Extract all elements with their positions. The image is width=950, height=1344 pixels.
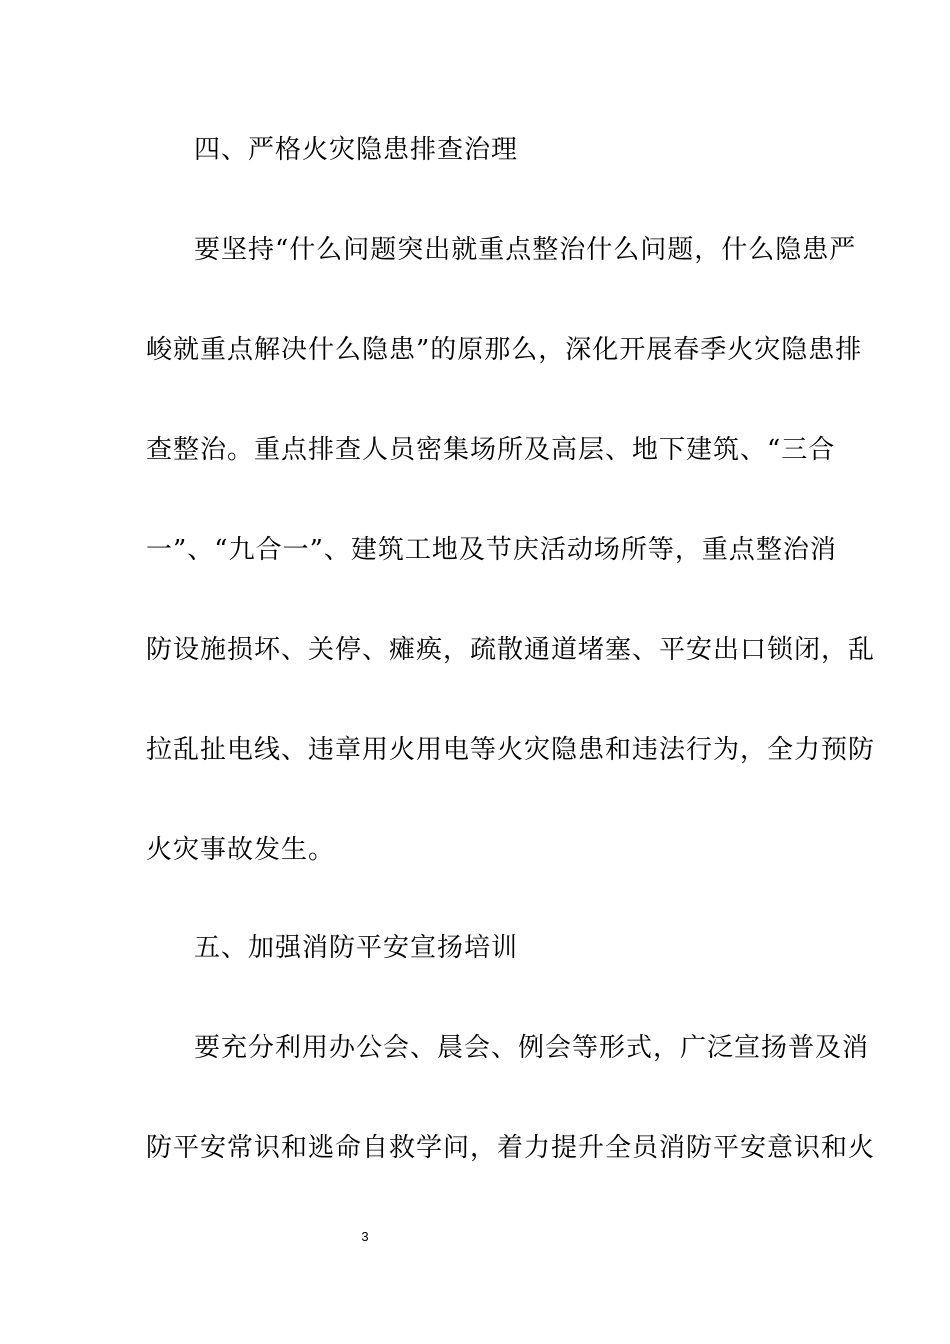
paragraph-line: 火灾事故发生。 bbox=[146, 835, 336, 865]
paragraph-line: 查整治。重点排查人员密集场所及高层、地下建筑、“三合 bbox=[146, 435, 836, 465]
section-4-heading: 四、严格火灾隐患排查治理 bbox=[194, 135, 519, 165]
paragraph-line: 防平安常识和逃命自救学问，着力提升全员消防平安意识和火 bbox=[146, 1133, 876, 1163]
paragraph-line: 拉乱扯电线、违章用火用电等火灾隐患和违法行为，全力预防 bbox=[146, 735, 876, 765]
paragraph-line: 一”、“九合一”、建筑工地及节庆活动场所等，重点整治消 bbox=[146, 535, 837, 565]
paragraph-line: 峻就重点解决什么隐患”的原那么，深化开展春季火灾隐患排 bbox=[146, 335, 863, 365]
page-number: 3 bbox=[361, 1229, 369, 1244]
paragraph-line: 防设施损坏、关停、瘫痪，疏散通道堵塞、平安出口锁闭，乱 bbox=[146, 635, 876, 665]
paragraph-line: 要坚持“什么问题突出就重点整治什么问题，什么隐患严 bbox=[194, 235, 857, 265]
paragraph-line: 要充分利用办公会、晨会、例会等形式，广泛宣扬普及消 bbox=[194, 1033, 870, 1063]
section-5-heading: 五、加强消防平安宣扬培训 bbox=[194, 933, 519, 963]
